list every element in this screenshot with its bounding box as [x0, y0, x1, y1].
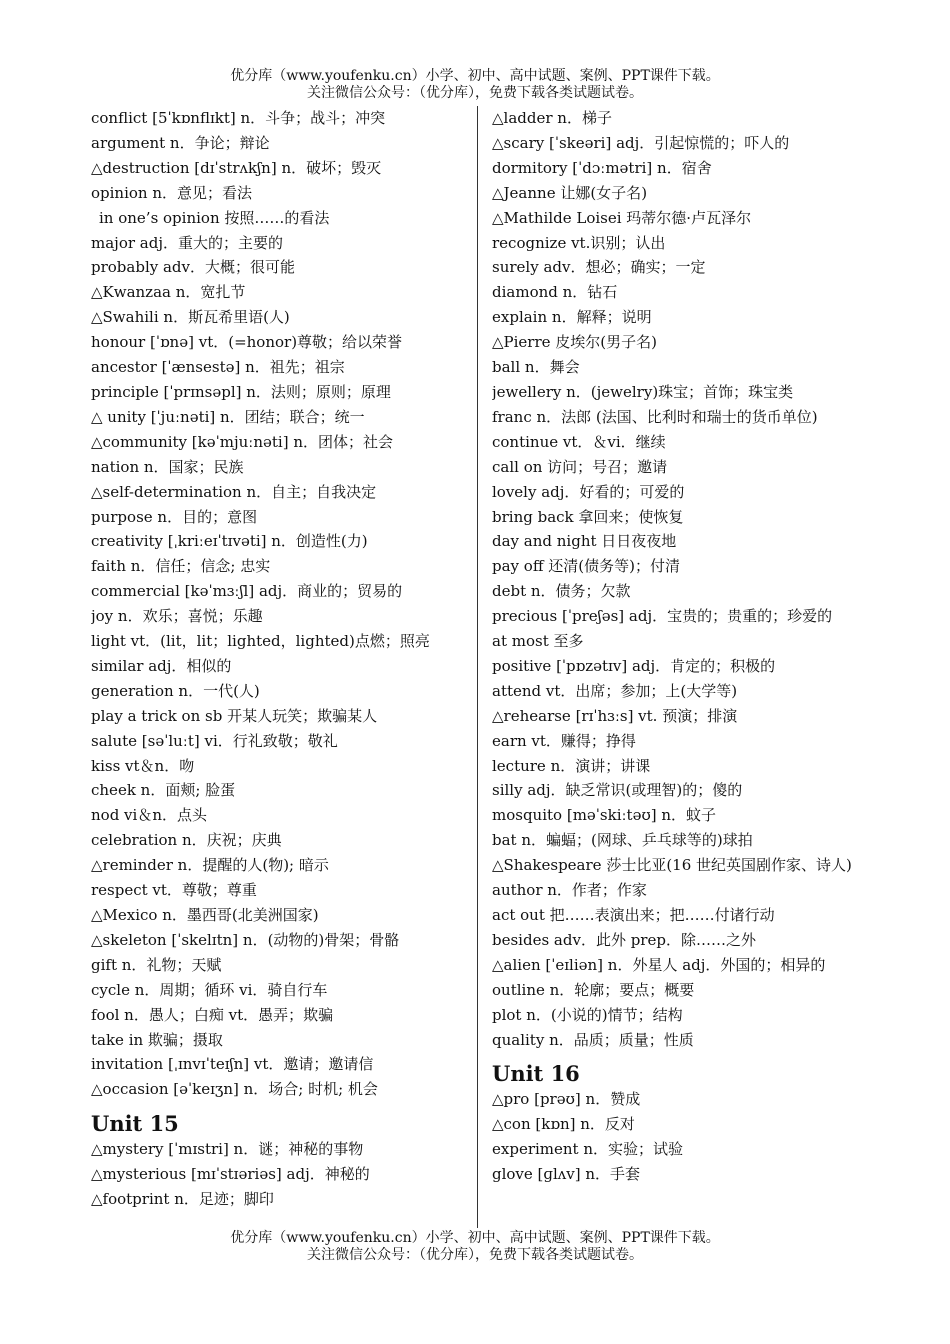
vocab-entry: earn vt．赚得；挣得 — [492, 731, 636, 750]
vocab-entry: purpose n．目的；意图 — [91, 507, 258, 526]
vocab-entry: cheek n．面颊; 脸蛋 — [91, 781, 236, 800]
vocab-entry: argument n．争论；辩论 — [91, 133, 270, 152]
vocab-entry: author n．作者；作家 — [492, 881, 647, 900]
vocab-entry: experiment n．实验；试验 — [492, 1140, 684, 1159]
unit-16-heading: Unit 16 — [492, 1061, 580, 1087]
vocab-entry: honour [ˈɒnə] vt．(=honor)尊敬；给以荣誉 — [91, 333, 403, 352]
vocab-entry: major adj．重大的；主要的 — [91, 233, 283, 252]
header-line-2: 关注微信公众号：（优分库），免费下载各类试题试卷。 — [307, 85, 643, 101]
vocab-entry: opinion n．意见；看法 — [91, 183, 253, 202]
vocab-entry: △community [kəˈmjuːnəti] n．团体；社会 — [91, 432, 393, 451]
vocab-entry: precious [ˈpreʃəs] adj．宝贵的；贵重的；珍爱的 — [492, 607, 833, 626]
vocab-entry: △rehearse [rɪˈhɜːs] vt. 预演；排演 — [492, 706, 738, 725]
left-column — [91, 106, 467, 1212]
vocab-entry: △ladder n．梯子 — [492, 109, 612, 127]
vocab-entry: △mysterious [mɪˈstɪəriəs] adj．神秘的 — [91, 1165, 370, 1184]
vocab-entry: recognize vt.识别；认出 — [492, 233, 666, 252]
vocab-entry: △Mathilde Loisei 玛蒂尔德·卢瓦泽尔 — [492, 208, 752, 227]
unit-15-heading: Unit 15 — [91, 1111, 179, 1137]
column-divider — [477, 106, 478, 1228]
vocab-entry: call on 访问；号召；邀请 — [492, 457, 668, 476]
header-line-1: 优分库（www.youfenku.cn）小学、初中、高中试题、案例、PPT课件下载。 — [230, 68, 720, 84]
vocab-entry: act out 把……表演出来；把……付诸行动 — [492, 906, 775, 924]
vocab-entry: △alien [ˈeɪliən] n．外星人 adj．外国的；相异的 — [492, 955, 826, 974]
vocab-entry: mosquito [məˈskiːtəʊ] n．蚊子 — [492, 806, 717, 825]
vocab-entry: cycle n．周期；循环 vi．骑自行车 — [91, 980, 328, 999]
vocab-entry: day and night 日日夜夜地 — [492, 532, 677, 551]
vocab-entry: surely adv．想必；确实；一定 — [492, 258, 706, 277]
vocab-entry: at most 至多 — [492, 632, 584, 651]
vocab-entry: kiss vt＆n．吻 — [91, 756, 195, 775]
vocab-entry: conflict [5ˈkɒnflɪkt] n．斗争；战斗；冲突 — [91, 109, 386, 127]
vocab-entry: △Mexico n．墨西哥(北美洲国家) — [91, 906, 319, 924]
vocab-entry: explain n．解释；说明 — [492, 308, 652, 327]
vocab-entry: △occasion [əˈkeɪʒn] n．场合; 时机; 机会 — [91, 1080, 378, 1099]
vocab-entry: celebration n．庆祝；庆典 — [91, 831, 282, 850]
vocab-entry: quality n．品质；质量；性质 — [492, 1030, 694, 1049]
vocab-entry: invitation [ˌɪnvɪˈteɪʃn] vt．邀请；邀请信 — [91, 1055, 374, 1074]
vocab-entry: fool n．愚人；白痴 vt．愚弄；欺骗 — [91, 1005, 334, 1024]
vocab-entry: dormitory [ˈdɔːmətri] n．宿舍 — [492, 158, 712, 177]
vocab-entry: play a trick on sb 开某人玩笑；欺骗某人 — [91, 706, 378, 725]
vocab-entry: △mystery [ˈmɪstri] n．谜；神秘的事物 — [91, 1140, 364, 1159]
vocab-entry: gift n．礼物；天赋 — [91, 955, 222, 974]
vocab-entry: positive [ˈpɒzətɪv] adj．肯定的；积极的 — [492, 656, 776, 675]
vocab-entry: ancestor [ˈænsestə] n．祖先；祖宗 — [91, 358, 345, 377]
vocab-entry: generation n．一代(人) — [91, 681, 260, 700]
vocab-entry: bat n．蝙蝠；(网球、乒乓球等的)球拍 — [492, 831, 753, 850]
vocab-entry: attend vt．出席；参加；上(大学等) — [492, 681, 738, 700]
vocab-entry: pay off 还清(债务等)；付清 — [492, 557, 680, 576]
vocab-entry: △Kwanzaa n．宽扎节 — [91, 283, 246, 302]
vocab-entry: nation n．国家；民族 — [91, 457, 244, 476]
vocab-entry: silly adj．缺乏常识(或理智)的；傻的 — [492, 781, 743, 800]
vocab-entry: light vt．(lit，lit；lighted，lighted)点燃；照亮 — [91, 632, 430, 651]
page-footer — [0, 1230, 950, 1264]
unit-15-vocab-list — [91, 1137, 467, 1212]
vocab-entry: △ unity [ˈjuːnəti] n．团结；联合；统一 — [91, 407, 365, 426]
vocab-entry: salute [səˈluːt] vi．行礼致敬；敬礼 — [91, 731, 338, 750]
vocab-entry: continue vt．＆vi．继续 — [492, 432, 666, 451]
page-header — [0, 68, 950, 102]
vocab-entry: debt n．债务；欠款 — [492, 582, 631, 601]
vocab-entry: bring back 拿回来；使恢复 — [492, 507, 684, 526]
vocab-entry: principle [ˈprɪnsəpl] n．法则；原则；原理 — [91, 382, 391, 401]
vocab-entry: jewellery n．(jewelry)珠宝；首饰；珠宝类 — [492, 382, 794, 401]
vocab-entry: respect vt．尊敬；尊重 — [91, 881, 257, 900]
vocab-entry: △Pierre 皮埃尔(男子名) — [492, 333, 657, 352]
vocab-entry: in one’s opinion 按照……的看法 — [99, 208, 330, 227]
right-vocab-list — [492, 106, 864, 1052]
vocab-entry: △footprint n．足迹；脚印 — [91, 1190, 274, 1209]
vocab-entry: △Swahili n．斯瓦希里语(人) — [91, 308, 290, 327]
vocab-entry: △self-determination n．自主；自我决定 — [91, 482, 377, 501]
unit-16-vocab-list — [492, 1087, 864, 1187]
vocab-entry: nod vi＆n．点头 — [91, 806, 207, 825]
footer-line-2: 关注微信公众号：（优分库），免费下载各类试题试卷。 — [307, 1247, 643, 1263]
vocab-entry: lovely adj．好看的；可爱的 — [492, 482, 685, 501]
right-column — [492, 106, 864, 1187]
footer-line-1: 优分库（www.youfenku.cn）小学、初中、高中试题、案例、PPT课件下载。 — [230, 1230, 720, 1246]
vocab-entry: similar adj．相似的 — [91, 656, 232, 675]
vocab-entry: △scary [ˈskeəri] adj．引起惊慌的；吓人的 — [492, 133, 790, 152]
vocab-entry: glove [ɡlʌv] n．手套 — [492, 1165, 641, 1184]
vocab-entry: franc n．法郎 (法国、比利时和瑞士的货币单位) — [492, 407, 818, 426]
vocab-entry: plot n．(小说的)情节；结构 — [492, 1005, 683, 1024]
vocab-entry: creativity [ˌkriːeɪˈtɪvəti] n．创造性(力) — [91, 532, 368, 551]
vocab-entry: commercial [kəˈmɜːʃl] adj．商业的；贸易的 — [91, 582, 403, 601]
vocab-entry: △reminder n．提醒的人(物); 暗示 — [91, 856, 329, 875]
left-vocab-list — [91, 106, 467, 1102]
vocab-entry: joy n．欢乐；喜悦；乐趣 — [91, 607, 263, 626]
vocab-entry: △skeleton [ˈskelɪtn] n．(动物的)骨架；骨骼 — [91, 930, 400, 949]
vocab-entry: ball n．舞会 — [492, 358, 580, 377]
vocab-entry: △pro [prəʊ] n．赞成 — [492, 1090, 641, 1109]
vocab-entry: faith n．信任；信念; 忠实 — [91, 557, 271, 576]
vocab-entry: besides adv．此外 prep．除……之外 — [492, 930, 756, 949]
vocab-entry: outline n．轮廓；要点；概要 — [492, 980, 695, 999]
vocab-entry: △Jeanne 让娜(女子名) — [492, 183, 648, 202]
vocab-entry: lecture n．演讲；讲课 — [492, 756, 651, 775]
vocab-entry: △con [kɒn] n．反对 — [492, 1115, 635, 1134]
vocab-entry: probably adv．大概；很可能 — [91, 258, 296, 277]
vocab-entry: take in 欺骗；摄取 — [91, 1030, 223, 1049]
vocab-entry: diamond n．钻石 — [492, 283, 618, 302]
vocab-entry: △destruction [dɪˈstrʌkʃn] n．破坏；毁灭 — [91, 158, 382, 177]
vocab-entry: △Shakespeare 莎士比亚(16 世纪英国剧作家、诗人) — [492, 856, 852, 875]
